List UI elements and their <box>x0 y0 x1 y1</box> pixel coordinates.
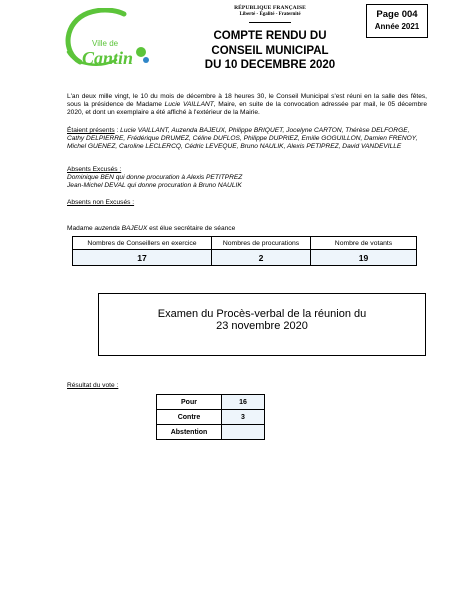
presents-paragraph: Étaient présents : Lucie VAILLANT, Auzenda BAJEUX, Philippe BRIQUET, Jocelyne CARTON, Thérèse DELFORGE, Cathy DELPIERRE, Frédérique DRUMEZ, Céline DUFLOS, Philippe DUPRIEZ, Emilie GOGUILLON, Damien FRENOY, Michel GUENEZ, Caroline LECLERCQ, Cédric LEVEQUE, Bruno NAULIK, Alexis PETIPREZ, David VANDEVILLE <box>67 127 418 150</box>
header-procurations: Nombres de procurations <box>212 237 311 250</box>
value-procurations: 2 <box>212 250 311 266</box>
president-name: Lucie VAILLANT <box>164 101 214 108</box>
page-number: Page 004 <box>376 9 418 20</box>
vote-table <box>156 394 265 440</box>
vote-label-pour: Pour <box>157 395 222 410</box>
presents-label: Étaient présents <box>67 127 115 134</box>
republic-motto: Liberté - Égalité - Fraternité <box>239 12 301 17</box>
secretary-prefix: Madame <box>67 225 95 232</box>
header-conseillers: Nombres de Conseillers en exercice <box>73 237 212 250</box>
absents-non-excuses-label: Absents non Excusés : <box>67 199 135 206</box>
title-line-1: COMPTE RENDU DU <box>213 30 327 42</box>
vote-value-abstention <box>222 425 265 440</box>
document-title <box>185 29 355 73</box>
value-conseillers: 17 <box>73 250 212 266</box>
republic-label: RÉPUBLIQUE FRANÇAISE <box>234 5 306 11</box>
vote-value-contre: 3 <box>222 410 265 425</box>
absents-excuses-line-1: Dominique BEN qui donne procuration à Alexis PETITPREZ <box>67 174 243 181</box>
secretary-line <box>67 225 427 233</box>
vote-result-label: Résultat du vote : <box>67 382 119 389</box>
absents-excuses-line-2: Jean-Michel DEVAL qui donne procuration à Bruno NAULIK <box>67 182 242 189</box>
value-votants: 19 <box>311 250 417 266</box>
attendance-value-row <box>73 250 417 266</box>
intro-paragraph <box>67 93 427 117</box>
absents-excuses-section <box>67 166 427 190</box>
city-logo <box>58 8 158 72</box>
vote-label-abstention: Abstention <box>157 425 222 440</box>
logo-name: Cantin <box>82 48 134 68</box>
logo-prefix: Ville de <box>92 39 119 48</box>
header-votants: Nombre de votants <box>311 237 417 250</box>
vote-row-abstention <box>157 425 265 440</box>
agenda-item-line-2: 23 novembre 2020 <box>216 319 308 332</box>
vote-row-contre <box>157 410 265 425</box>
intro-part-1: L'an deux mille vingt, le 10 du mois de décembre à 18 heures 30, le Conseil Municipal s'est réuni en la salle des fêtes, sous la présidence de Madame <box>67 93 427 108</box>
vote-row-pour <box>157 395 265 410</box>
attendance-header-row <box>73 237 417 250</box>
agenda-item-box <box>98 293 426 356</box>
secretary-name: auzenda BAJEUX <box>94 225 148 232</box>
attendance-table <box>72 236 417 266</box>
presents-names: Lucie VAILLANT, Auzenda BAJEUX, Philippe BRIQUET, Jocelyne CARTON, Thérèse DELFORGE, Cathy DELPIERRE, Frédérique DRUMEZ, Céline DUFLOS, Philippe DUPRIEZ, Emilie GOGUILLON, Damien FRENOY, Michel GUENEZ, Caroline LECLERCQ, Cédric LEVEQUE, Bruno NAULIK, Alexis PETIPREZ, David VANDEVILLE <box>67 127 418 150</box>
agenda-item-line-1: Examen du Procès-verbal de la réunion du <box>157 308 367 320</box>
absents-excuses-label: Absents Excusés : <box>67 166 122 173</box>
title-line-2: CONSEIL MUNICIPAL <box>211 44 329 57</box>
city-logo-graphic <box>58 8 158 72</box>
intro-part-2: , Maire, en suite de la convocation adressée par mail, le 05 décembre 2020, et dont un exemplaire a été affiché à l'extérieur de la Mairie. <box>67 101 427 116</box>
republic-header <box>200 5 340 23</box>
vote-value-pour: 16 <box>222 395 265 410</box>
vote-label-contre: Contre <box>157 410 222 425</box>
title-line-3: DU 10 DECEMBRE 2020 <box>204 59 336 71</box>
secretary-suffix: est élue secrétaire de séance <box>147 225 236 232</box>
page-year: Année 2021 <box>374 22 420 31</box>
page-number-box <box>366 4 428 38</box>
header-divider <box>249 22 291 23</box>
